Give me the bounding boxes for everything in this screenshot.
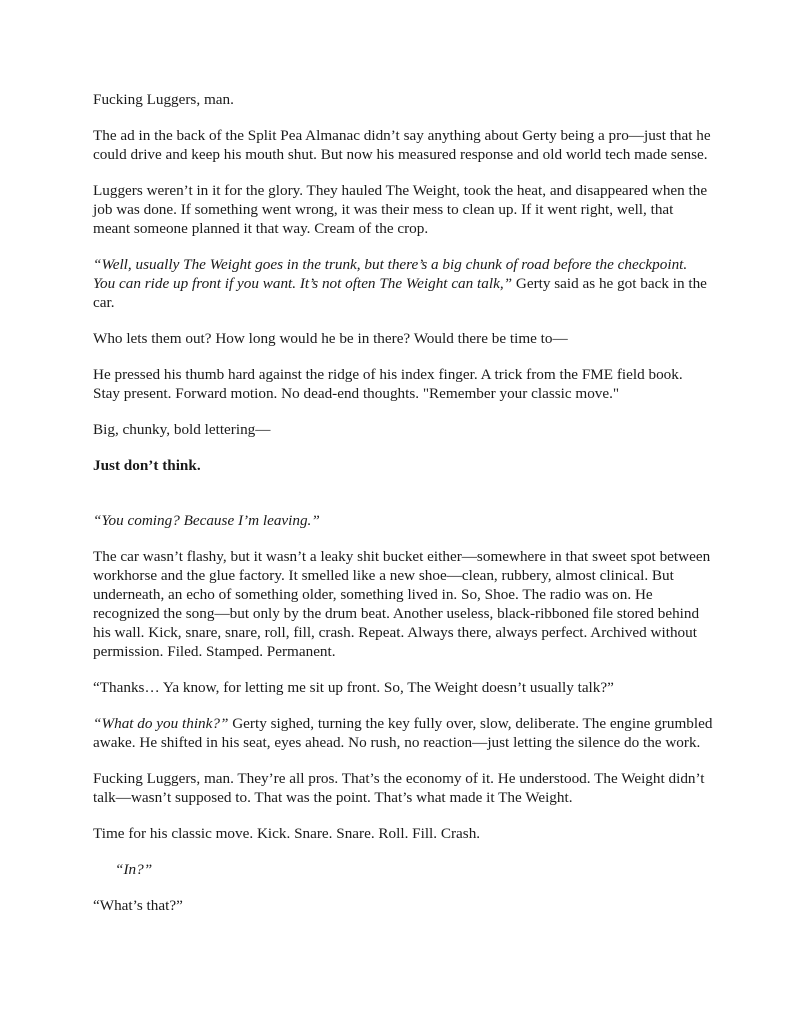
dialogue-italic: “In?” <box>115 861 153 878</box>
paragraph: Who lets them out? How long would he be in there? Would there be time to— <box>93 330 568 347</box>
paragraph: The ad in the back of the Split Pea Almanac didn’t say anything about Gerty being a pro—just that he could drive and keep his mouth shut. But now his measured response and old world tech made sense. <box>93 127 711 163</box>
paragraph <box>93 255 713 312</box>
paragraph: Big, chunky, bold lettering— <box>93 421 271 438</box>
paragraph-indented <box>93 860 713 879</box>
dialogue-italic: “What do you think?” <box>93 715 229 732</box>
paragraph: Fucking Luggers, man. They’re all pros. That’s the economy of it. He understood. The Weight didn’t talk—wasn’t supposed to. That was the point. That’s what made it The Weight. <box>93 770 705 806</box>
paragraph: “What’s that?” <box>93 897 183 914</box>
paragraph: Fucking Luggers, man. <box>93 91 234 108</box>
paragraph-text: Gerty sighed, turning the key fully over, slow, deliberate. The engine grumbled awake. He shifted in his seat, eyes ahead. No rush, no reaction—just letting the silence do the work. <box>93 715 713 751</box>
paragraph <box>93 714 713 752</box>
bold-paragraph: Just don’t think. <box>93 457 201 474</box>
paragraph: “Thanks… Ya know, for letting me sit up front. So, The Weight doesn’t usually talk?” <box>93 679 614 696</box>
paragraph: He pressed his thumb hard against the ridge of his index finger. A trick from the FME field book. Stay present. Forward motion. No dead-end thoughts. "Remember your classic move." <box>93 366 683 402</box>
dialogue-italic: “Well, usually The Weight goes in the trunk, but there’s a big chunk of road before the checkpoint. You can ride up front if you want. It’s not often The Weight can talk,” <box>93 256 688 292</box>
paragraph-text: Gerty said as he got back in the car. <box>93 275 707 311</box>
paragraph: The car wasn’t flashy, but it wasn’t a leaky shit bucket either—somewhere in that sweet spot between workhorse and the glue factory. It smelled like a new shoe—clean, rubbery, almost clinical. But underneath, an echo of something older, something lived in. So, Shoe. The radio was on. He recognized the song—but only by the drum beat. Another useless, black-ribboned file stored behind his wall. Kick, snare, snare, roll, fill, crash. Repeat. Always there, always perfect. Archived without permission. Filed. Stamped. Permanent. <box>93 548 711 660</box>
paragraph: Time for his classic move. Kick. Snare. Snare. Roll. Fill. Crash. <box>93 825 481 842</box>
dialogue-italic: “You coming? Because I’m leaving.” <box>93 512 320 529</box>
paragraph <box>93 511 713 530</box>
document-page <box>93 90 713 932</box>
paragraph: Luggers weren’t in it for the glory. They hauled The Weight, took the heat, and disappeared when the job was done. If something went wrong, it was their mess to clean up. If it went right, well, that meant someone planned it that way. Cream of the crop. <box>93 182 708 237</box>
